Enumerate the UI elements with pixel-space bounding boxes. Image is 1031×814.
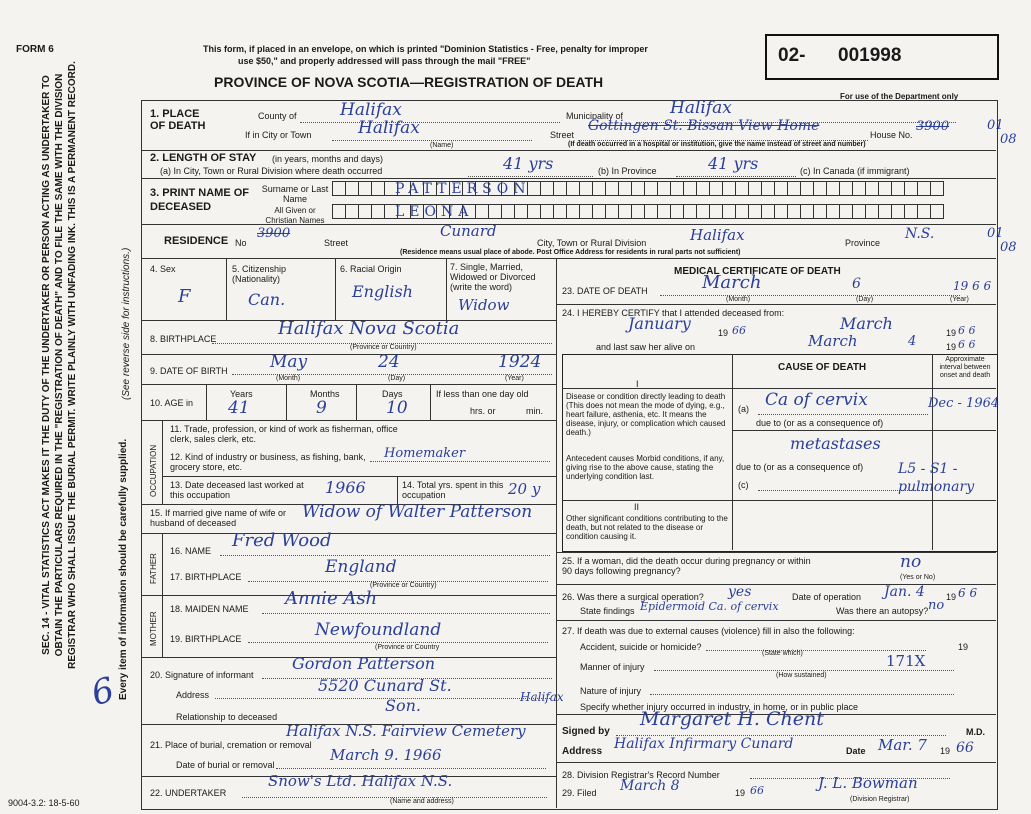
specify-label: Specify whether injury occurred in industry, in home, or in public place (580, 702, 858, 712)
q25-label: 25. If a woman, did the death occur during pregnancy or within 90 days following pregnancy? (562, 556, 811, 576)
accident-19: 19 (958, 642, 969, 652)
interval-label: Approximate interval between onset and death (939, 356, 991, 379)
residence-street-label: Street (324, 238, 349, 248)
sex-value: F (178, 286, 191, 307)
q23-label: 23. DATE OF DEATH (562, 286, 648, 296)
informant-label: 20. Signature of informant (150, 670, 254, 680)
md-label: M.D. (966, 727, 985, 737)
age-days-value: 10 (386, 398, 408, 418)
death-day-caption: (Day) (856, 296, 874, 303)
spouse-value: Widow of Walter Patterson (302, 502, 533, 522)
less-than-day-label: If less than one day old (436, 389, 529, 399)
filed-value: March 8 (620, 778, 680, 794)
op-year: 6 6 (958, 586, 978, 600)
manner-value: 171X (886, 652, 926, 670)
death-year: 19 6 6 (953, 279, 992, 293)
filed-year: 66 (750, 784, 764, 797)
relationship-value: Son. (385, 696, 421, 715)
notice-line-2: use $50," and properly addressed will pass through the mail "FREE" (238, 56, 531, 66)
handwritten-six: 6 (87, 669, 119, 715)
cause-b: metastases (790, 434, 881, 453)
to-year: 6 6 (958, 324, 976, 337)
informant-address-2: Halifax (520, 690, 564, 704)
occupation-q13-value: 1966 (325, 478, 366, 497)
form-number: FORM 6 (16, 44, 54, 55)
findings-value: Epidermoid Ca. of cervix (640, 600, 779, 613)
doctor-date-label: Date (846, 746, 866, 756)
residence-label: RESIDENCE (164, 235, 229, 247)
accident-label: Accident, suicide or homicide? (580, 642, 702, 652)
stay-b-label: (b) In Province (598, 166, 657, 176)
surname-label: Surname or Last Name (261, 184, 329, 204)
relationship-label: Relationship to deceased (176, 712, 278, 722)
doctor-year: 66 (956, 740, 974, 756)
hospital-note: (If death occurred in a hospital or institution, give the name instead of street and number) (568, 141, 866, 148)
from-month: January (628, 314, 691, 333)
dob-day-caption: (Day) (388, 375, 406, 382)
death-year-caption: (Year) (950, 296, 969, 303)
residence-no-label: No (235, 238, 247, 248)
q26-value: yes (728, 584, 752, 600)
mother-name-label: 18. MAIDEN NAME (170, 604, 249, 614)
father-name: Fred Wood (232, 530, 332, 551)
op-date-label: Date of operation (792, 592, 862, 602)
form-title: PROVINCE OF NOVA SCOTIA—REGISTRATION OF DEATH (214, 74, 604, 90)
mother-caption: (Province or Country (375, 644, 440, 651)
antecedent-label: Antecedent causes Morbid conditions, if any, giving rise to the above cause, stating the underlying condition last. (566, 454, 725, 481)
citizenship-label: 5. Citizenship (Nationality) (232, 264, 287, 284)
last-month: March (808, 332, 858, 350)
findings-label: State findings (580, 606, 635, 616)
mother-birthplace-label: 19. BIRTHPLACE (170, 634, 242, 644)
dob-month-caption: (Month) (276, 375, 301, 382)
manner-label: Manner of injury (580, 662, 645, 672)
dob-month: May (270, 352, 308, 372)
undertaker-value: Snow's Ltd. Halifax N.S. (268, 772, 453, 790)
hrs-label: hrs. or (470, 406, 496, 416)
father-caption: (Province or Country) (370, 582, 437, 589)
county-label: County of (258, 111, 297, 121)
occupation-q14-value: 20 y (508, 480, 541, 498)
dob-label: 9. DATE OF BIRTH (150, 366, 228, 376)
burial-date: March 9. 1966 (330, 746, 442, 764)
doctor-date: Mar. 7 (878, 736, 927, 754)
surname-value: PATTERSON (395, 181, 531, 197)
divider-top (141, 100, 996, 101)
roman-two: II (634, 502, 640, 512)
death-month: March (702, 272, 762, 293)
q26-label: 26. Was there a surgical operation? (562, 592, 704, 602)
father-birthplace: England (325, 557, 397, 577)
stay-a-label: (a) In City, Town or Rural Division where death occurred (160, 166, 383, 176)
dob-day: 24 (378, 352, 400, 372)
q27-label: 27. If death was due to external causes (violence) fill in also the following: (562, 626, 855, 636)
registrar-caption: (Division Registrar) (850, 796, 910, 803)
registrar-signature: J. L. Bowman (818, 774, 918, 792)
house-label: House No. (870, 130, 913, 140)
mother-birthplace: Newfoundland (315, 620, 442, 640)
disease-label: Disease or condition directly leading to death (This does not mean the mode of dying, e.g., heart failure, asthenia, etc. It means the disease, injury, or complication which caused death.) (566, 392, 726, 437)
form-code: 9004-3.2: 18-5-60 (8, 798, 80, 808)
occupation-side-label: OCCUPATION (149, 444, 158, 497)
death-month-caption: (Month) (726, 296, 751, 303)
father-birthplace-label: 17. BIRTHPLACE (170, 572, 242, 582)
residence-city: Halifax (690, 226, 745, 244)
to-month: March (840, 314, 893, 333)
given-label: All Given or Christian Names (265, 206, 325, 225)
occupation-q12: 12. Kind of industry or business, as fishing, bank, grocery store, etc. (170, 452, 366, 472)
other-label: Other significant conditions contributing to the death, but not related to the disease or condition causing it. (566, 514, 728, 541)
signed-label: Signed by (562, 726, 610, 737)
age-days-label: Days (382, 389, 403, 399)
marital-value: Widow (458, 296, 510, 314)
filed-19: 19 (735, 788, 746, 798)
father-side-label: FATHER (149, 553, 158, 584)
dob-year-caption: (Year) (505, 375, 524, 382)
house-value: 3900 (916, 119, 950, 134)
residence-city-label: City, Town or Rural Division (537, 238, 647, 248)
nature-label: Nature of injury (580, 686, 642, 696)
undertaker-caption: (Name and address) (390, 798, 454, 805)
burial-place: Halifax N.S. Fairview Cemetery (286, 722, 526, 740)
registration-prefix: 02- (778, 45, 806, 66)
racial-label: 6. Racial Origin (340, 264, 402, 274)
q24-label: 24. I HEREBY CERTIFY that I attended deceased from: (562, 308, 785, 318)
last-year: 6 6 (958, 338, 976, 351)
burial-label: 21. Place of burial, cremation or removal (150, 740, 312, 750)
signed-value: Margaret H. Chent (640, 708, 824, 730)
op-date: Jan. 4 (884, 584, 925, 600)
side-code-4: 08 (1000, 240, 1017, 255)
death-day: 6 (852, 276, 861, 292)
given-value: LEONA (395, 204, 474, 220)
side-every-item: Every item of information should be carefully supplied. (118, 438, 129, 700)
last-saw-label: and last saw her alive on (596, 342, 696, 352)
from-19: 19 (718, 328, 729, 338)
name-caption: (Name) (430, 142, 454, 149)
informant-name: Gordon Patterson (292, 654, 436, 673)
side-instructions: (See reverse side for instructions.) (121, 247, 132, 400)
racial-value: English (352, 282, 413, 301)
citizenship-value: Can. (248, 290, 286, 309)
dept-use-label: For use of the Department only (840, 92, 959, 101)
roman-one: I (636, 379, 639, 389)
side-code-2: 08 (1000, 132, 1017, 147)
cause-c: L5 - S1 - pulmonary (898, 461, 975, 495)
spouse-label: 15. If married give name of wife or husband of deceased (150, 508, 287, 528)
autopsy-label: Was there an autopsy? (836, 606, 929, 616)
cause-a-interval: Dec - 1964 (928, 396, 1000, 411)
birthplace-label: 8. BIRTHPLACE (150, 334, 217, 344)
stay-c-label: (c) In Canada (if immigrant) (800, 166, 910, 176)
to-19: 19 (946, 328, 957, 338)
registration-number: 001998 (838, 45, 902, 66)
street-label: Street (550, 130, 575, 140)
dob-year: 1924 (498, 352, 542, 372)
age-years-label: Years (230, 389, 253, 399)
age-years-value: 41 (228, 398, 250, 418)
side-code-3: 01 (987, 226, 1004, 241)
medical-title: MEDICAL CERTIFICATE OF DEATH (674, 266, 841, 277)
from-year: 66 (732, 324, 746, 337)
print-name-label: 3. PRINT NAME OF DECEASED (150, 187, 250, 213)
occupation-q11: 11. Trade, profession, or kind of work as fisherman, office clerk, sales clerk, etc. (170, 424, 398, 444)
residence-province-label: Province (845, 238, 881, 248)
age-label: 10. AGE in (150, 398, 194, 408)
county-value: Halifax (340, 100, 402, 120)
autopsy-value: no (928, 598, 945, 613)
how-sustained-caption: (How sustained) (776, 672, 827, 679)
age-months-value: 9 (316, 398, 327, 418)
q29-label: 29. Filed (562, 788, 597, 798)
burial-date-label: Date of burial or removal (176, 760, 275, 770)
op-19: 19 (946, 592, 957, 602)
street-value: Gottingen St. Bissan View Home (588, 118, 820, 134)
due-to-2: due to (or as a consequence of) (736, 462, 864, 472)
residence-no: 3900 (257, 226, 291, 241)
notice-line-1: This form, if placed in an envelope, on which is printed "Dominion Statistics - Free, penalty for improper (203, 44, 648, 54)
doctor-19: 19 (940, 746, 951, 756)
side-statute-main: SEC. 14 - VITAL STATISTICS ACT MAKES IT THE DUTY OF THE UNDERTAKER OR PERSON ACTING AS UNDERTAKER TO OBTAIN THE PARTICULARS REQUIRED IN THE "REGISTRATION OF DEATH" AND TO FILE THE SAME WITH THE DIVISION REGISTRAR WHO SHALL ISSUE THE BURIAL PERMIT. WRITE PLAINLY WITH UNFADING INK. THIS IS A PERMANENT RECORD. (41, 61, 78, 669)
sex-label: 4. Sex (150, 264, 176, 274)
side-code-1: 01 (987, 118, 1004, 133)
occupation-q13: 13. Date deceased last worked at this occupation (170, 480, 304, 500)
residence-province: N.S. (905, 226, 935, 242)
father-name-label: 16. NAME (170, 546, 212, 556)
place-of-death-label: 1. PLACE OF DEATH (150, 108, 206, 132)
cause-title: CAUSE OF DEATH (778, 362, 867, 373)
doctor-address: Halifax Infirmary Cunard (614, 736, 794, 752)
yes-no-caption: (Yes or No) (900, 574, 936, 581)
undertaker-label: 22. UNDERTAKER (150, 788, 227, 798)
state-which-caption: (State which) (762, 650, 803, 657)
residence-note: (Residence means usual place of abode. Post Office Address for residents in rural parts not sufficient) (400, 249, 741, 256)
last-day: 4 (908, 334, 917, 349)
municipality-label: Municipality of (566, 111, 624, 121)
municipality-value: Halifax (670, 98, 732, 118)
length-of-stay-sub: (in years, months and days) (272, 154, 384, 164)
occupation-q14: 14. Total yrs. spent in this occupation (402, 480, 504, 500)
city-label: If in City or Town (245, 130, 312, 140)
due-to-1: due to (or as a consequence of) (756, 418, 884, 428)
doctor-address-label: Address (562, 746, 603, 757)
residence-street: Cunard (440, 222, 497, 240)
cause-a: Ca of cervix (765, 390, 868, 410)
length-of-stay-label: 2. LENGTH OF STAY (150, 152, 257, 164)
city-value: Halifax (358, 118, 420, 138)
mother-name: Annie Ash (285, 588, 378, 609)
min-label: min. (526, 406, 544, 416)
mother-side-label: MOTHER (149, 611, 158, 646)
birthplace-caption: (Province or Country) (350, 344, 417, 351)
last-19: 19 (946, 342, 957, 352)
cause-c-marker: (c) (738, 480, 749, 490)
stay-a-value: 41 yrs (503, 154, 554, 173)
occupation-q12-value: Homemaker (384, 446, 466, 461)
marital-label: 7. Single, Married, Widowed or Divorced (write the word) (450, 262, 536, 292)
birthplace-value: Halifax Nova Scotia (278, 318, 460, 339)
cause-a-marker: (a) (738, 404, 749, 414)
q28-label: 28. Division Registrar's Record Number (562, 770, 720, 780)
informant-address-1: 5520 Cunard St. (318, 676, 452, 695)
age-months-label: Months (310, 389, 340, 399)
informant-address-label: Address (176, 690, 210, 700)
q25-value: no (900, 552, 922, 572)
stay-b-value: 41 yrs (708, 154, 759, 173)
